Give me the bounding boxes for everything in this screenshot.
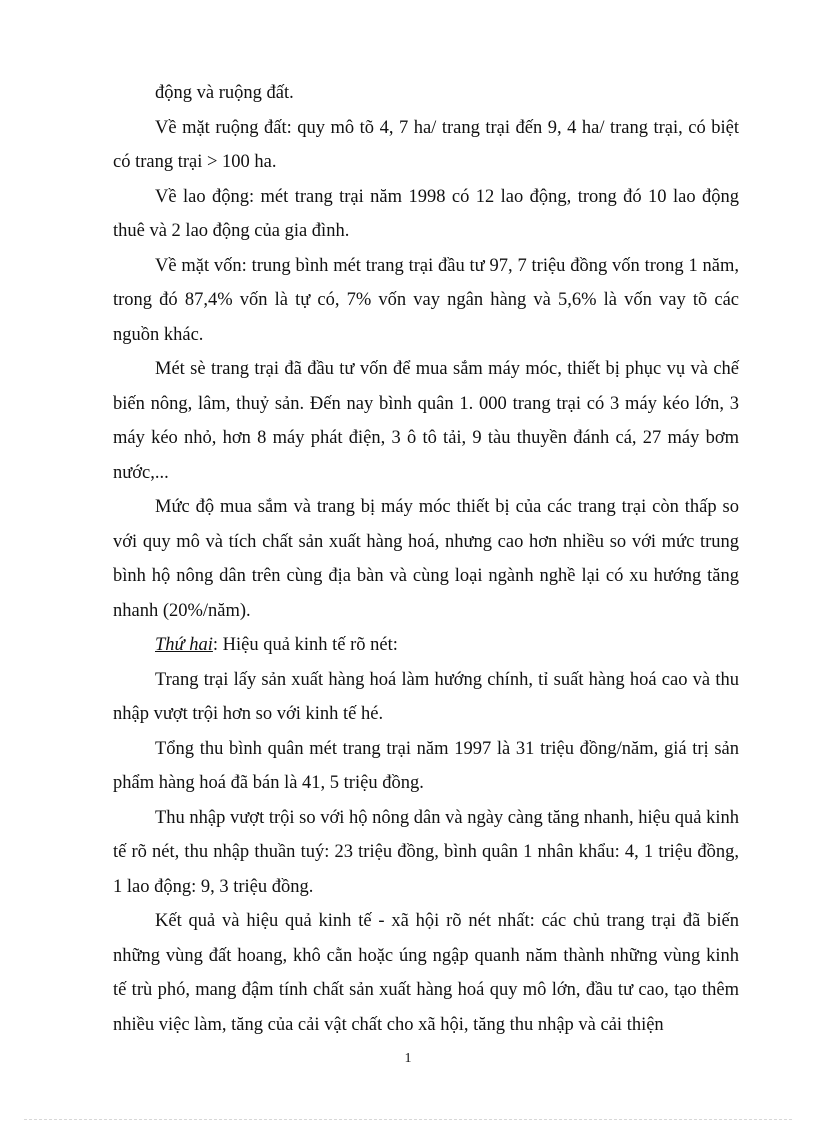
- paragraph-7: Trang trại lấy sản xuất hàng hoá làm hướng chính, tỉ suất hàng hoá cao và thu nhập vượt trội hơn so với kinh tế hé.: [113, 669, 739, 724]
- paragraph-8: Tổng thu bình quân mét trang trại năm 1997 là 31 triệu đồng/năm, giá trị sản phẩm hàng hoá đã bán là 41, 5 triệu đồng.: [113, 738, 739, 793]
- subheading-text: : Hiệu quả kinh tế rõ nét:: [212, 635, 398, 655]
- paragraph-9: Thu nhập vượt trội so với hộ nông dân và ngày càng tăng nhanh, hiệu quả kinh tế rõ nét, thu nhập thuần tuý: 23 triệu đồng, bình quân 1 nhân khẩu: 4, 1 triệu đồng, 1 lao động: 9, 3 triệu đồng.: [113, 807, 739, 897]
- paragraph-6: Mức độ mua sắm và trang bị máy móc thiết bị của các trang trại còn thấp so với quy mô và tích chất sản xuất hàng hoá, nhưng cao hơn nhiều so với mức trung bình hộ nông dân trên cùng địa bàn và cùng loại ngành nghề lại có xu hướng tăng nhanh (20%/năm).: [113, 497, 739, 621]
- body-text: [113, 76, 739, 1042]
- subheading: [113, 628, 739, 663]
- paragraph-1: động và ruộng đất.: [155, 83, 294, 103]
- paragraph-4: Về mặt vốn: trung bình mét trang trại đầu tư 97, 7 triệu đồng vốn trong 1 năm, trong đó 87,4% vốn là tự có, 7% vốn vay ngân hàng và 5,6% là vốn vay tõ các nguồn khác.: [113, 255, 739, 345]
- paragraph-3: Về lao động: mét trang trại năm 1998 có 12 lao động, trong đó 10 lao động thuê và 2 lao động của gia đình.: [113, 186, 739, 241]
- paragraph-2: Về mặt ruộng đất: quy mô tõ 4, 7 ha/ trang trại đến 9, 4 ha/ trang trại, có biệt có trang trại > 100 ha.: [113, 117, 739, 172]
- page-bottom-divider: [24, 1119, 792, 1120]
- subheading-label: Thứ hai: [155, 635, 213, 655]
- paragraph-5: Mét sè trang trại đã đầu tư vốn để mua sắm máy móc, thiết bị phục vụ và chế biến nông, lâm, thuỷ sản. Đến nay bình quân 1. 000 trang trại có 3 máy kéo lớn, 3 máy kéo nhỏ, hơn 8 máy phát điện, 3 ô tô tải, 9 tàu thuyền đánh cá, 27 máy bơm nước,...: [113, 359, 739, 483]
- page-number: 1: [404, 1051, 412, 1066]
- paragraph-10: Kết quả và hiệu quả kinh tế - xã hội rõ nét nhất: các chủ trang trại đã biến những vùng đất hoang, khô cằn hoặc úng ngập quanh năm thành những vùng kinh tế trù phó, mang đậm tính chất sản xuất hàng hoá quy mô lớn, đầu tư cao, tạo thêm nhiều việc làm, tăng của cải vật chất cho xã hội, tăng thu nhập và cải thiện: [113, 911, 739, 1035]
